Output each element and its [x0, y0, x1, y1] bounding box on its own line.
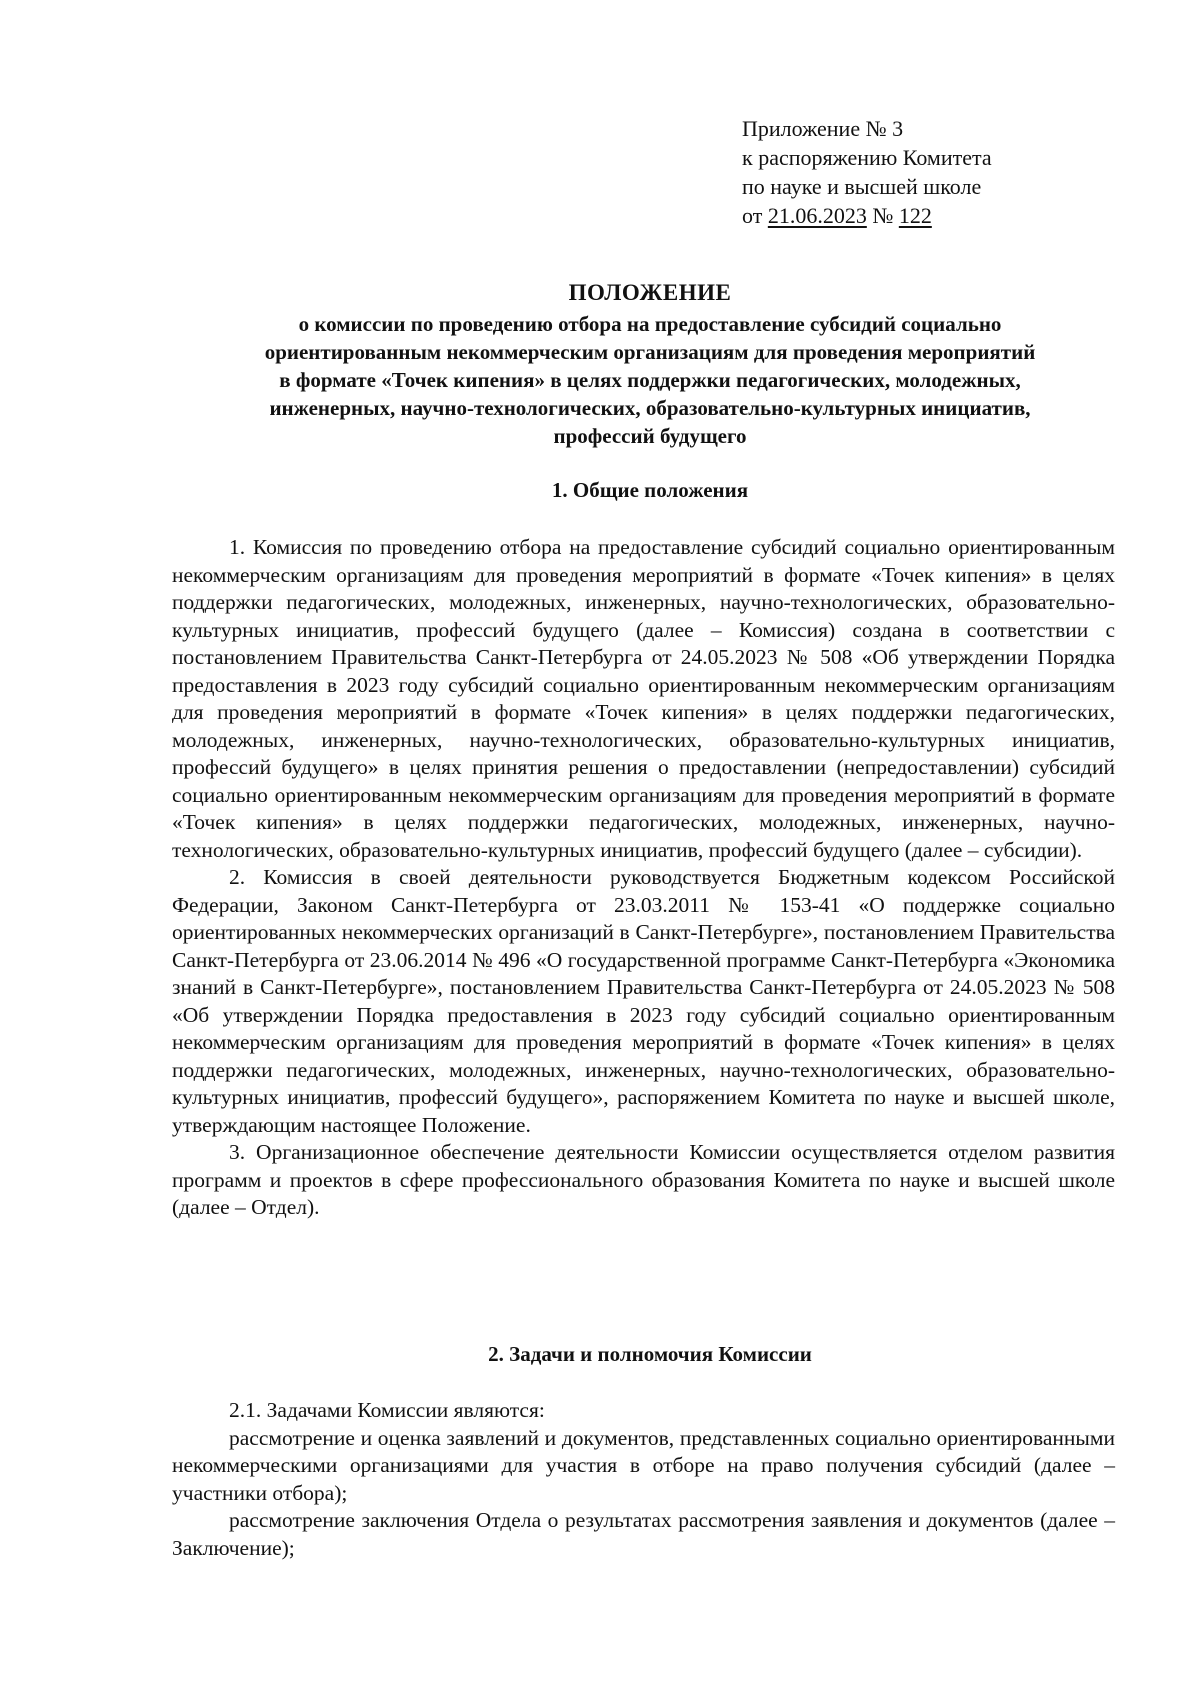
appendix-number: 122: [898, 203, 932, 228]
subtitle-line: профессий будущего: [553, 424, 747, 448]
paragraph: 2. Комиссия в своей деятельности руководствуется Бюджетным кодексом Российской Федерации, Законом Санкт-Петербурга от 23.03.2011 № 153-41 «О поддержке социально ориентированных некоммерческих организаций в Санкт-Петербурге», постановлением Правительства Санкт-Петербурга от 23.06.2014 № 496 «О государственной программе Санкт-Петербурга «Экономика знаний в Санкт-Петербурге», постановлением Правительства Санкт-Петербурга от 24.05.2023 № 508 «Об утверждении Порядка предоставления в 2023 году субсидий социально ориентированным некоммерческим организациям для проведения мероприятий в формате «Точек кипения» в целях поддержки педагогических, молодежных, инженерных, научно-технологических, образовательно-культурных инициатив, профессий будущего», распоряжением Комитета по науке и высшей школе, утверждающим настоящее Положение.: [172, 865, 1115, 1137]
section-2-body: [172, 1397, 1115, 1562]
appendix-line-1: Приложение № 3: [742, 116, 904, 141]
paragraph: 2.1. Задачами Комиссии являются:: [229, 1398, 545, 1422]
paragraph: рассмотрение заключения Отдела о результатах рассмотрения заявления и документов (далее – Заключение);: [172, 1508, 1115, 1560]
appendix-date-prefix: от: [742, 203, 768, 228]
subtitle-line: ориентированным некоммерческим организациям для проведения мероприятий: [264, 340, 1036, 364]
section-1-heading: 1. Общие положения: [551, 478, 749, 502]
appendix-date-line: [742, 201, 1072, 230]
section-1-body: [172, 534, 1115, 1222]
document-title: ПОЛОЖЕНИЕ: [568, 280, 732, 305]
appendix-number-prefix: №: [866, 203, 899, 228]
paragraph: рассмотрение и оценка заявлений и документов, представленных социально ориентированными некоммерческими организациями для участия в отборе на право получения субсидий (далее – участники отбора);: [172, 1425, 1115, 1505]
section-2-heading: 2. Задачи и полномочия Комиссии: [488, 1342, 812, 1366]
paragraph: 1. Комиссия по проведению отбора на предоставление субсидий социально ориентированным некоммерческим организациям для проведения мероприятий в формате «Точек кипения» в целях поддержки педагогических, молодежных, инженерных, научно-технологических, образовательно-культурных инициатив, профессий будущего (далее – Комиссия) создана в соответствии с постановлением Правительства Санкт-Петербурга от 24.05.2023 № 508 «Об утверждении Порядка предоставления в 2023 году субсидий социально ориентированным некоммерческим организациям для проведения мероприятий в формате «Точек кипения» в целях поддержки педагогических, молодежных, инженерных, научно-технологических, образовательно-культурных инициатив, профессий будущего» в целях принятия решения о предоставлении (непредоставлении) субсидий социально ориентированным некоммерческим организациям для проведения мероприятий в формате «Точек кипения» в целях поддержки педагогических, молодежных, инженерных, научно-технологических, образовательно-культурных инициатив, профессий будущего (далее – субсидии).: [172, 535, 1115, 862]
subtitle-line: о комиссии по проведению отбора на предоставление субсидий социально: [298, 312, 1002, 336]
appendix-line-3: по науке и высшей школе: [742, 174, 982, 199]
document-subtitle: [180, 310, 1120, 450]
appendix-header: [742, 114, 1072, 230]
appendix-date: 21.06.2023: [767, 203, 867, 228]
paragraph: 3. Организационное обеспечение деятельности Комиссии осуществляется отделом развития программ и проектов в сфере профессионального образования Комитета по науке и высшей школе (далее – Отдел).: [172, 1140, 1115, 1219]
subtitle-line: в формате «Точек кипения» в целях поддержки педагогических, молодежных,: [279, 368, 1021, 392]
subtitle-line: инженерных, научно-технологических, образовательно-культурных инициатив,: [269, 396, 1031, 420]
appendix-line-2: к распоряжению Комитета: [742, 145, 992, 170]
